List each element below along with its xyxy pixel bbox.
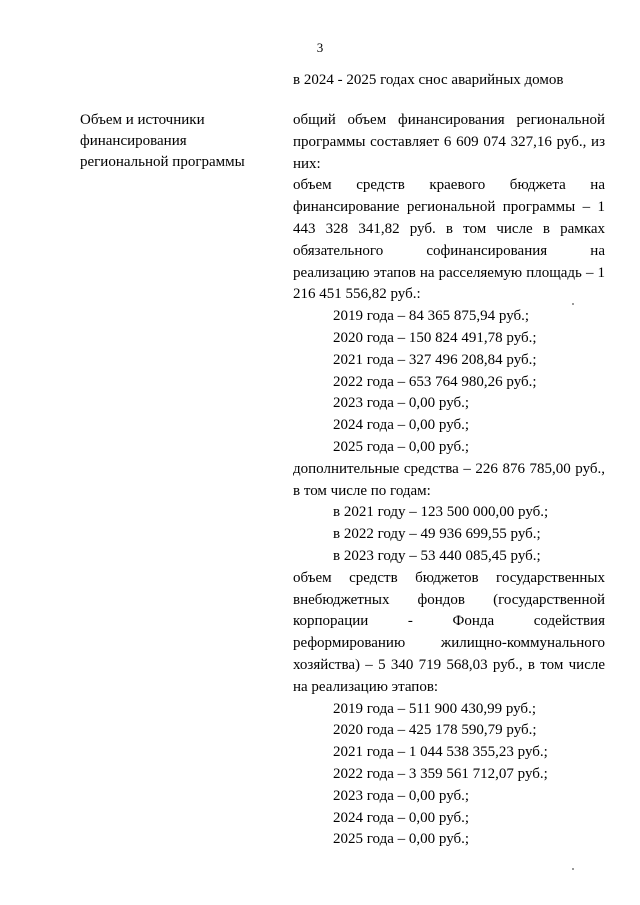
regional-year-item: 2020 года – 150 824 491,78 руб.; bbox=[333, 329, 537, 346]
additional-funds-paragraph: дополнительные средства – 226 876 785,00 руб., в том числе по годам: bbox=[293, 460, 605, 499]
regional-budget-paragraph: объем средств краевого бюджета на финансирование региональной программы – 1 443 328 341,82 руб. в том числе в рамках обязательного софинансирования на реализацию этапов на расселяемую площадь – 1 216 451 556,82 руб.: bbox=[293, 177, 605, 303]
financing-details bbox=[293, 110, 605, 851]
section-label-line-1: Объем и источники bbox=[80, 112, 205, 128]
regional-year-item: 2025 года – 0,00 руб.; bbox=[333, 438, 470, 455]
scan-speck bbox=[572, 868, 574, 870]
additional-year-item: в 2021 году – 123 500 000,00 руб.; bbox=[333, 504, 549, 521]
regional-year-item: 2024 года – 0,00 руб.; bbox=[333, 417, 470, 434]
regional-year-item: 2022 года – 653 764 980,26 руб.; bbox=[333, 373, 537, 390]
section-label bbox=[80, 110, 270, 173]
intro-line: в 2024 - 2025 годах снос аварийных домов bbox=[293, 72, 564, 88]
fund-year-item: 2019 года – 511 900 430,99 руб.; bbox=[333, 700, 536, 717]
regional-year-item: 2019 года – 84 365 875,94 руб.; bbox=[333, 308, 530, 325]
fund-year-item: 2022 года – 3 359 561 712,07 руб.; bbox=[333, 765, 548, 782]
fund-year-item: 2023 года – 0,00 руб.; bbox=[333, 787, 470, 804]
regional-year-item: 2023 года – 0,00 руб.; bbox=[333, 395, 470, 412]
total-financing-paragraph: общий объем финансирования региональной программы составляет 6 609 074 327,16 руб., из них: bbox=[293, 112, 605, 172]
section-label-line-3: региональной программы bbox=[80, 154, 245, 170]
fund-year-item: 2024 года – 0,00 руб.; bbox=[333, 809, 470, 826]
additional-year-item: в 2022 году – 49 936 699,55 руб.; bbox=[333, 526, 541, 543]
fund-year-item: 2021 года – 1 044 538 355,23 руб.; bbox=[333, 744, 548, 761]
fund-budget-paragraph: объем средств бюджетов государственных внебюджетных фондов (государственной корпорации - Фонда содействия реформированию жилищно-коммунального хозяйства) – 5 340 719 568,03 руб., в том числе на реализацию этапов: bbox=[293, 569, 605, 695]
page-number: 3 bbox=[316, 40, 324, 55]
fund-year-item: 2025 года – 0,00 руб.; bbox=[333, 831, 470, 848]
scan-speck bbox=[572, 303, 574, 305]
section-label-line-2: финансирования bbox=[80, 133, 187, 149]
additional-year-item: в 2023 году – 53 440 085,45 руб.; bbox=[333, 547, 541, 564]
regional-year-item: 2021 года – 327 496 208,84 руб.; bbox=[333, 351, 537, 368]
fund-year-item: 2020 года – 425 178 590,79 руб.; bbox=[333, 722, 537, 739]
